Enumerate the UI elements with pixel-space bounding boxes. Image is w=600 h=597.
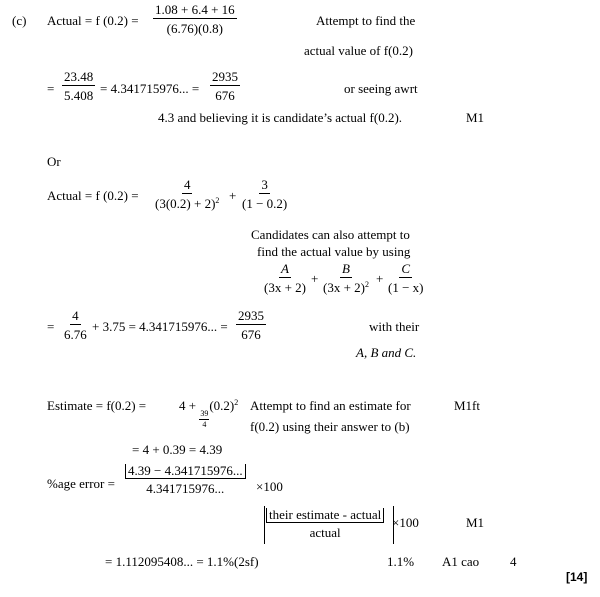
fraction-numerator: 1.08 + 6.4 + 16 bbox=[155, 2, 235, 17]
note-abc: A, B and C. bbox=[356, 345, 417, 360]
fraction-denominator: 4 bbox=[202, 420, 207, 429]
note-also-attempt: Candidates can also attempt to bbox=[251, 227, 410, 242]
or-label: Or bbox=[47, 154, 61, 169]
fraction-4-over-3x bbox=[153, 178, 221, 210]
mark-a1-cao: A1 cao bbox=[442, 554, 480, 569]
percent-error-lhs: %age error = bbox=[47, 476, 115, 491]
fraction-denominator: (1 − x) bbox=[388, 280, 424, 295]
decimal-value-1: = 4.341715976... = bbox=[100, 81, 200, 96]
note-awrt: or seeing awrt bbox=[344, 81, 418, 96]
fraction-numerator: 3 bbox=[261, 177, 268, 192]
note-using-b: f(0.2) using their answer to (b) bbox=[250, 419, 410, 434]
fraction-numerator: B bbox=[342, 261, 350, 276]
fraction-2935-676-b bbox=[236, 309, 266, 341]
fraction-numerator: their estimate - actual bbox=[266, 508, 384, 523]
decimal-value-2: + 3.75 = 4.341715976... = bbox=[92, 319, 228, 334]
mark-m1ft: M1ft bbox=[454, 398, 480, 413]
partial-fraction-a bbox=[262, 262, 308, 294]
fraction-numerator: 23.48 bbox=[64, 69, 94, 84]
fraction-denominator: (3x + 2) bbox=[264, 280, 306, 295]
fraction-numerator: 39 bbox=[200, 409, 209, 418]
fraction-2935-676-a bbox=[210, 70, 240, 102]
fraction-numerator: C bbox=[401, 261, 411, 276]
partial-fraction-c bbox=[386, 262, 426, 294]
fraction-3-over-1 bbox=[240, 178, 289, 210]
partial-fraction-b bbox=[321, 262, 371, 294]
fraction-denominator: 4.341715976... bbox=[146, 481, 225, 496]
abs-bar bbox=[264, 506, 394, 544]
final-answer: 1.1% bbox=[387, 554, 415, 569]
fraction-denominator: $(3(0.2) + 2)^2$ bbox=[155, 196, 220, 211]
note-with-their: with their bbox=[369, 319, 420, 334]
estimate-lhs: Estimate = f(0.2) = bbox=[47, 398, 147, 413]
note-by-using: find the actual value by using bbox=[257, 244, 411, 259]
question-total: [14] bbox=[566, 570, 588, 584]
fraction-numerator: 4 bbox=[72, 308, 79, 323]
fraction-denominator: $(3x + 2)^2$ bbox=[323, 280, 369, 295]
fraction-numerator: 2935 bbox=[238, 308, 264, 323]
plus-sign-3: + bbox=[376, 271, 384, 286]
actual-lhs-2: Actual = f (0.2) = bbox=[47, 188, 139, 203]
final-result: = 1.112095408... = 1.1%(2sf) bbox=[105, 554, 259, 569]
note-believing: 4.3 and believing it is candidate’s actual f(0.2). bbox=[158, 110, 403, 125]
times-100-b: ×100 bbox=[392, 515, 419, 530]
note-attempt-estimate: Attempt to find an estimate for bbox=[250, 398, 411, 413]
fraction-denominator: (1 − 0.2) bbox=[242, 196, 288, 211]
fraction-numerator: 2935 bbox=[212, 69, 238, 84]
plus-sign-2: + bbox=[311, 271, 319, 286]
times-100-a: ×100 bbox=[256, 479, 283, 494]
mark-m1-a: M1 bbox=[466, 110, 485, 125]
fraction-numerator: A bbox=[281, 261, 289, 276]
estimate-value: = 4 + 0.39 = 4.39 bbox=[132, 442, 223, 457]
fraction-denominator: actual bbox=[309, 525, 341, 540]
mark-m1-b: M1 bbox=[466, 515, 485, 530]
actual-lhs-1: Actual = f (0.2) = bbox=[47, 13, 139, 28]
fraction-4-over-6-76 bbox=[62, 309, 89, 341]
part-label: (c) bbox=[12, 13, 27, 28]
plus-sign-1: + bbox=[229, 188, 237, 203]
fraction-denominator: 5.408 bbox=[64, 88, 94, 103]
note-attempt-actual: Attempt to find the bbox=[316, 13, 416, 28]
estimate-expression: 4 + $\frac{39}{4}$ $(0.2)^2$ bbox=[179, 398, 239, 429]
equals-sign-1: = bbox=[47, 81, 55, 96]
fraction-denominator: 6.76 bbox=[64, 327, 87, 342]
mini-fraction-39-4 bbox=[199, 410, 209, 429]
fraction-denominator: (6.76)(0.8) bbox=[166, 21, 223, 36]
fraction-numerator: 4 bbox=[183, 177, 191, 192]
percent-error-fraction bbox=[125, 464, 246, 495]
fraction-denominator: 676 bbox=[241, 327, 261, 342]
fraction-denominator: 676 bbox=[215, 88, 235, 103]
note-actual-value: actual value of f(0.2) bbox=[304, 43, 414, 58]
fraction-23-48 bbox=[62, 70, 95, 102]
points-total: 4 bbox=[510, 554, 517, 569]
equals-sign-2: = bbox=[47, 319, 55, 334]
actual-fraction-1 bbox=[153, 3, 237, 35]
fraction-numerator: 4.39 − 4.341715976... bbox=[125, 464, 246, 479]
